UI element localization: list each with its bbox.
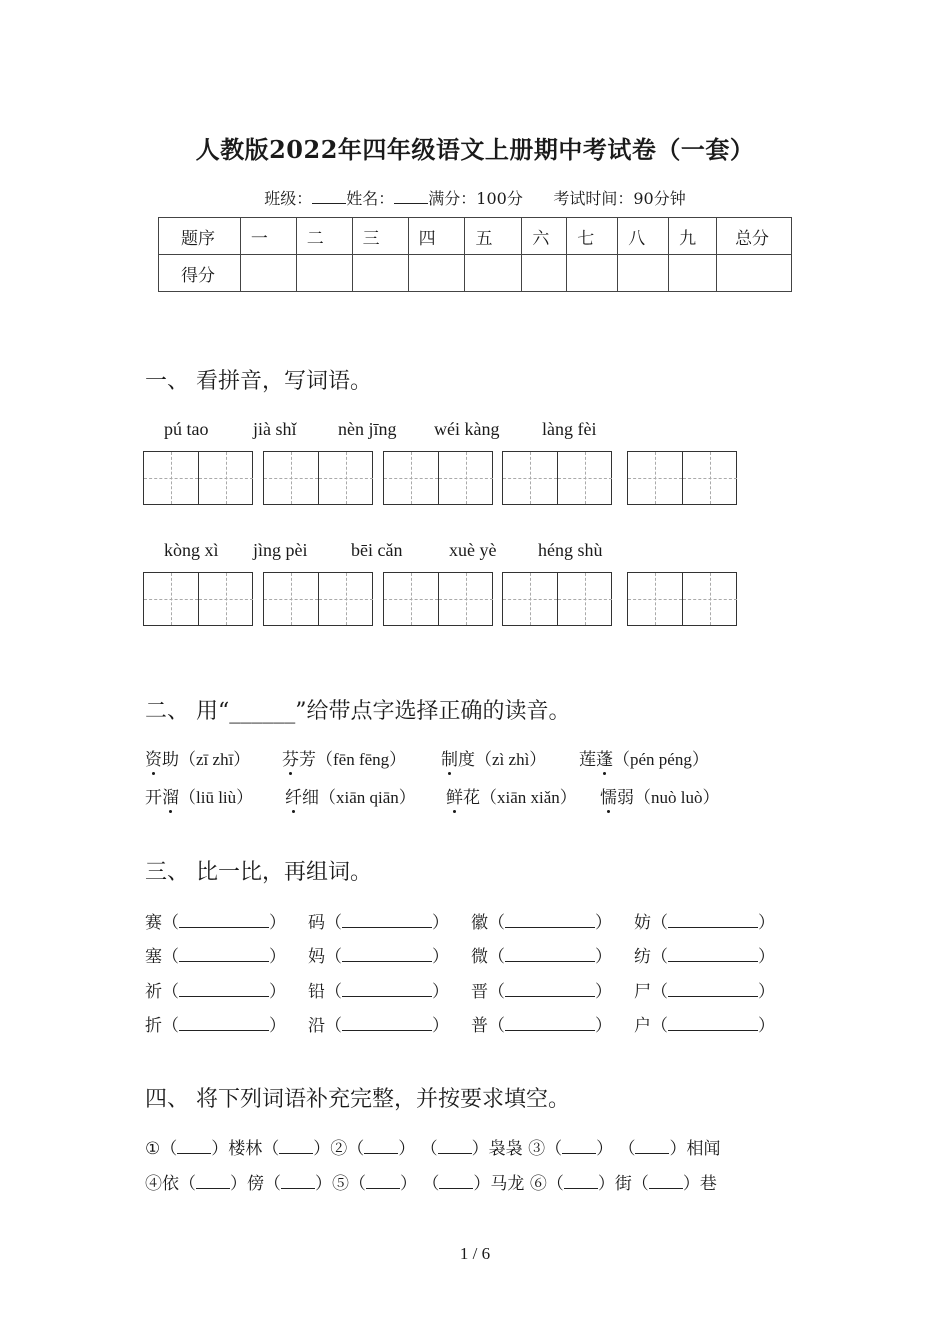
fill-line-2: ④依（ ）傍（ ）⑤（ ） （ ）马龙 ⑥（ ）街（ ）巷 bbox=[145, 1174, 717, 1194]
score-cell[interactable] bbox=[240, 255, 296, 292]
score-table bbox=[158, 217, 792, 292]
section-4-heading: 四、 将下列词语补充完整，并按要求填空。 bbox=[145, 1087, 570, 1112]
dotted-char: 纤 bbox=[285, 788, 302, 808]
compare-item: 普（ ） bbox=[471, 1016, 612, 1036]
compare-char: 折 bbox=[145, 1016, 162, 1036]
pinyin-label: pú tao bbox=[164, 419, 209, 439]
fill-blank[interactable] bbox=[438, 1139, 472, 1154]
fill-blank[interactable] bbox=[281, 1174, 315, 1189]
exam-info bbox=[0, 186, 950, 209]
table-header: 总分 bbox=[717, 218, 792, 255]
word-blank[interactable] bbox=[668, 913, 758, 928]
pinyin-label: xuè yè bbox=[449, 540, 497, 560]
pinyin-label: nèn jīng bbox=[338, 419, 397, 439]
compare-item: 祈（ ） bbox=[145, 982, 286, 1002]
compare-item: 沿（ ） bbox=[308, 1016, 449, 1036]
compare-char: 晋 bbox=[471, 982, 488, 1002]
compare-char: 铅 bbox=[308, 982, 325, 1002]
table-header: 九 bbox=[669, 218, 717, 255]
table-header: 一 bbox=[240, 218, 296, 255]
pinyin-label: héng shù bbox=[538, 540, 603, 560]
fill-blank[interactable] bbox=[366, 1174, 400, 1189]
name-label: 姓名： bbox=[346, 189, 395, 208]
score-cell[interactable] bbox=[618, 255, 669, 292]
table-header: 六 bbox=[522, 218, 567, 255]
class-label: 班级： bbox=[264, 189, 313, 208]
writing-box[interactable] bbox=[502, 451, 612, 505]
dotted-char: 懦 bbox=[600, 788, 617, 808]
dotted-char: 资 bbox=[145, 750, 162, 770]
reading-choice[interactable]: 芬芳（fēn fēng） bbox=[282, 750, 407, 770]
compare-char: 纺 bbox=[634, 947, 651, 967]
word-blank[interactable] bbox=[505, 913, 595, 928]
fill-blank[interactable] bbox=[177, 1139, 211, 1154]
score-cell[interactable] bbox=[465, 255, 522, 292]
pinyin-label: làng fèi bbox=[542, 419, 597, 439]
word-blank[interactable] bbox=[179, 947, 269, 962]
dotted-char: 溜 bbox=[162, 788, 179, 808]
compare-char: 祈 bbox=[145, 982, 162, 1002]
word-blank[interactable] bbox=[505, 947, 595, 962]
reading-choice[interactable]: 莲蓬（pén péng） bbox=[579, 750, 709, 770]
word-blank[interactable] bbox=[668, 1016, 758, 1031]
word-blank[interactable] bbox=[342, 982, 432, 997]
fill-blank[interactable] bbox=[562, 1139, 596, 1154]
compare-char: 塞 bbox=[145, 947, 162, 967]
fill-blank[interactable] bbox=[364, 1139, 398, 1154]
word-blank[interactable] bbox=[179, 982, 269, 997]
reading-choice[interactable]: 纤细（xiān qiān） bbox=[285, 788, 416, 808]
compare-item: 铅（ ） bbox=[308, 982, 449, 1002]
table-header: 四 bbox=[408, 218, 465, 255]
fill-blank[interactable] bbox=[649, 1174, 683, 1189]
score-cell[interactable] bbox=[567, 255, 618, 292]
compare-item: 妈（ ） bbox=[308, 947, 449, 967]
table-header: 七 bbox=[567, 218, 618, 255]
compare-item: 妨（ ） bbox=[634, 913, 775, 933]
writing-box[interactable] bbox=[383, 451, 493, 505]
word-blank[interactable] bbox=[342, 947, 432, 962]
section-1-heading: 一、 看拼音，写词语。 bbox=[145, 369, 372, 394]
fill-line-1: ①（ ）楼林（ ）②（ ） （ ）袅袅 ③（ ） （ ）相闻 bbox=[145, 1139, 721, 1159]
section-2-heading: 二、 用“______”给带点字选择正确的读音。 bbox=[145, 699, 571, 724]
fill-blank[interactable] bbox=[196, 1174, 230, 1189]
compare-item: 赛（ ） bbox=[145, 913, 286, 933]
writing-box[interactable] bbox=[627, 572, 737, 626]
score-value-row bbox=[159, 255, 792, 292]
compare-char: 尸 bbox=[634, 982, 651, 1002]
writing-box[interactable] bbox=[263, 572, 373, 626]
score-cell[interactable] bbox=[669, 255, 717, 292]
table-header: 五 bbox=[465, 218, 522, 255]
score-cell[interactable] bbox=[717, 255, 792, 292]
word-blank[interactable] bbox=[179, 1016, 269, 1031]
fill-blank[interactable] bbox=[635, 1139, 669, 1154]
table-header: 三 bbox=[352, 218, 408, 255]
fill-blank[interactable] bbox=[439, 1174, 473, 1189]
table-header: 题序 bbox=[159, 218, 241, 255]
section-3-heading: 三、 比一比，再组词。 bbox=[145, 860, 372, 885]
word-blank[interactable] bbox=[668, 982, 758, 997]
dotted-char: 制 bbox=[441, 750, 458, 770]
writing-box[interactable] bbox=[143, 451, 253, 505]
word-blank[interactable] bbox=[505, 1016, 595, 1031]
score-header-row bbox=[159, 218, 792, 255]
writing-box[interactable] bbox=[627, 451, 737, 505]
reading-choice[interactable]: 开溜（liū liù） bbox=[145, 788, 254, 808]
score-cell[interactable] bbox=[296, 255, 352, 292]
compare-item: 尸（ ） bbox=[634, 982, 775, 1002]
compare-item: 码（ ） bbox=[308, 913, 449, 933]
table-header: 八 bbox=[618, 218, 669, 255]
page-number: 1 / 6 bbox=[459, 1244, 491, 1263]
compare-item: 折（ ） bbox=[145, 1016, 286, 1036]
compare-char: 沿 bbox=[308, 1016, 325, 1036]
exam-time: 考试时间：90分钟 bbox=[553, 189, 686, 208]
reading-choice[interactable]: 鲜花（xiān xiǎn） bbox=[446, 788, 577, 808]
compare-item: 户（ ） bbox=[634, 1016, 775, 1036]
fill-blank[interactable] bbox=[279, 1139, 313, 1154]
row-label: 得分 bbox=[159, 255, 241, 292]
writing-box[interactable] bbox=[502, 572, 612, 626]
class-blank[interactable] bbox=[312, 189, 346, 204]
reading-choice[interactable]: 制度（zì zhì） bbox=[441, 750, 547, 770]
exam-title: 人教版2022年四年级语文上册期中考试卷（一套） bbox=[195, 135, 755, 164]
compare-char: 户 bbox=[634, 1016, 651, 1036]
writing-box[interactable] bbox=[383, 572, 493, 626]
dotted-char: 芬 bbox=[282, 750, 299, 770]
compare-item: 微（ ） bbox=[471, 947, 612, 967]
word-blank[interactable] bbox=[505, 982, 595, 997]
compare-char: 赛 bbox=[145, 913, 162, 933]
pinyin-label: bēi cǎn bbox=[351, 540, 403, 560]
compare-char: 微 bbox=[471, 947, 488, 967]
word-blank[interactable] bbox=[179, 913, 269, 928]
writing-box[interactable] bbox=[263, 451, 373, 505]
reading-choice[interactable]: 懦弱（nuò luò） bbox=[600, 788, 720, 808]
compare-item: 徽（ ） bbox=[471, 913, 612, 933]
pinyin-label: jià shǐ bbox=[253, 419, 297, 439]
reading-choice[interactable]: 资助（zī zhī） bbox=[145, 750, 251, 770]
pinyin-label: wéi kàng bbox=[434, 419, 500, 439]
score-cell[interactable] bbox=[408, 255, 465, 292]
dotted-char: 蓬 bbox=[596, 750, 613, 770]
score-cell[interactable] bbox=[352, 255, 408, 292]
score-cell[interactable] bbox=[522, 255, 567, 292]
word-blank[interactable] bbox=[342, 913, 432, 928]
fill-blank[interactable] bbox=[564, 1174, 598, 1189]
writing-box[interactable] bbox=[143, 572, 253, 626]
dotted-char: 鲜 bbox=[446, 788, 463, 808]
compare-char: 妨 bbox=[634, 913, 651, 933]
word-blank[interactable] bbox=[342, 1016, 432, 1031]
pinyin-label: jìng pèi bbox=[253, 540, 308, 560]
compare-char: 普 bbox=[471, 1016, 488, 1036]
word-blank[interactable] bbox=[668, 947, 758, 962]
name-blank[interactable] bbox=[394, 189, 428, 204]
table-header: 二 bbox=[296, 218, 352, 255]
pinyin-label: kòng xì bbox=[164, 540, 219, 560]
compare-item: 纺（ ） bbox=[634, 947, 775, 967]
compare-char: 徽 bbox=[471, 913, 488, 933]
compare-item: 晋（ ） bbox=[471, 982, 612, 1002]
compare-char: 妈 bbox=[308, 947, 325, 967]
compare-char: 码 bbox=[308, 913, 325, 933]
compare-item: 塞（ ） bbox=[145, 947, 286, 967]
full-score: 满分：100分 bbox=[428, 189, 523, 208]
